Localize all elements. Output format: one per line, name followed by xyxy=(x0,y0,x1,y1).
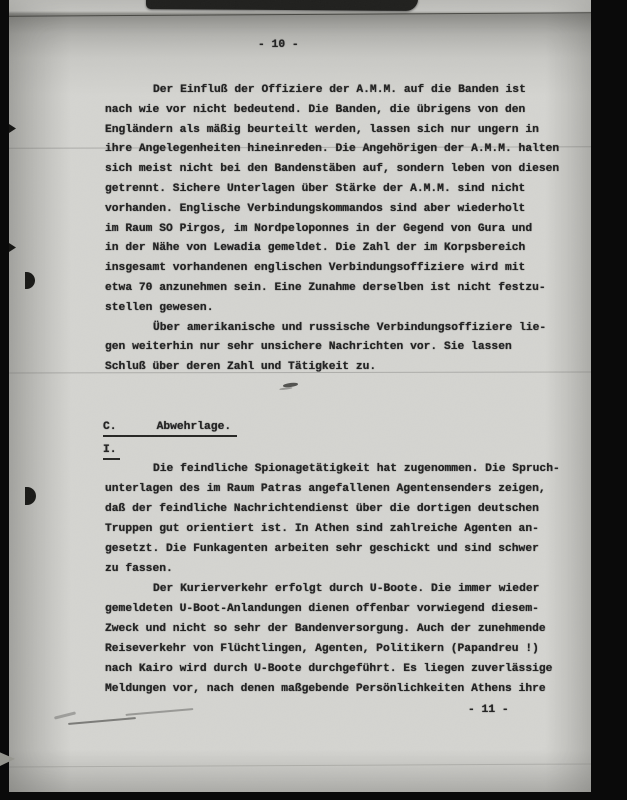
text-line: nach wie vor nicht bedeutend. Die Banden, die übrigens von den xyxy=(105,103,526,116)
edge-notch-mark xyxy=(9,124,16,133)
text-line: Reiseverkehr von Flüchtlingen, Agenten, Politikern (Papandreu !) xyxy=(105,643,539,655)
text-line: Der Kurierverkehr erfolgt durch U-Boote. Die immer wieder xyxy=(153,583,540,595)
text-line: gesetzt. Die Funkagenten arbeiten sehr geschickt und sind schwer xyxy=(105,543,539,555)
pencil-smudge xyxy=(54,709,150,737)
text-line: gemeldeten U-Boot-Anlandungen dienen offenbar vorwiegend diesem- xyxy=(105,603,539,615)
section-title: Abwehrlage. xyxy=(156,421,232,433)
ink-smudge xyxy=(283,382,298,388)
fold-line xyxy=(9,763,591,767)
hole-punch-mark xyxy=(25,487,36,505)
text-line: getrennt. Sichere Unterlagen über Stärke der A.M.M. sind nicht xyxy=(105,182,526,195)
text-line: Die feindliche Spionagetätigkeit hat zugenommen. Die Spruch- xyxy=(153,463,560,475)
text-line: Über amerikanische und russische Verbindungsoffiziere lie- xyxy=(153,321,547,334)
text-line: Der Einfluß der Offiziere der A.M.M. auf die Banden ist xyxy=(153,84,526,96)
text-line: gen weiterhin nur sehr unsichere Nachrichten vor. Sie lassen xyxy=(105,341,512,354)
document-page xyxy=(9,0,591,792)
edge-notch-mark xyxy=(9,243,16,252)
text-line: sich meist nicht bei den Bandenstäben auf, sondern leben von diesen xyxy=(105,163,560,176)
text-line: nach Kairo wird durch U-Boote durchgeführt. Es liegen zuverlässige xyxy=(105,663,553,675)
text-line: Engländern als mäßig beurteilt werden, lassen sich nur ungern in xyxy=(105,123,539,136)
text-line: insgesamt vorhandenen englischen Verbindungsoffiziere wird mit xyxy=(105,262,526,275)
paragraph-block-2 xyxy=(105,459,580,699)
section-heading xyxy=(103,419,237,437)
hole-punch-mark xyxy=(25,272,35,289)
binder-clip-shadow xyxy=(146,0,418,11)
text-line: ihre Angelegenheiten hineinreden. Die Angehörigen der A.M.M. halten xyxy=(105,143,560,156)
text-line: zu fassen. xyxy=(105,563,173,575)
text-line: Zweck und nicht so sehr der Bandenversorgung. Auch der zunehmende xyxy=(105,623,546,635)
text-line: vorhanden. Englische Verbindungskommandos sind aber wiederholt xyxy=(105,202,526,215)
section-index: C. xyxy=(103,421,117,433)
page-number-bottom: - 11 - xyxy=(468,704,509,716)
text-line: etwa 70 anzunehmen sein. Eine Zunahme derselben ist nicht festzu- xyxy=(105,281,546,294)
subsection-label: I. xyxy=(103,444,120,460)
text-line: in der Nähe von Lewadia gemeldet. Die Zahl der im Korpsbereich xyxy=(105,242,526,255)
text-line: Schluß über deren Zahl und Tätigkeit zu. xyxy=(105,361,377,374)
text-line: im Raum SO Pirgos, im Nordpeloponnes in der Gegend von Gura und xyxy=(105,222,533,235)
text-line: Truppen gut orientiert ist. In Athen sind zahlreiche Agenten an- xyxy=(105,523,539,535)
text-line: daß der feindliche Nachrichtendienst über die dortigen deutschen xyxy=(105,503,539,515)
paragraph-block-1 xyxy=(105,81,580,378)
text-line: unterlagen des im Raum Patras angefallenen Agentensenders zeigen, xyxy=(105,483,546,495)
text-line: stellen gewesen. xyxy=(105,301,214,314)
text-line: Meldungen vor, nach denen maßgebende Persönlichkeiten Athens ihre xyxy=(105,683,546,695)
page-number-top: - 10 - xyxy=(258,39,299,51)
underlying-page-edge xyxy=(9,12,591,17)
